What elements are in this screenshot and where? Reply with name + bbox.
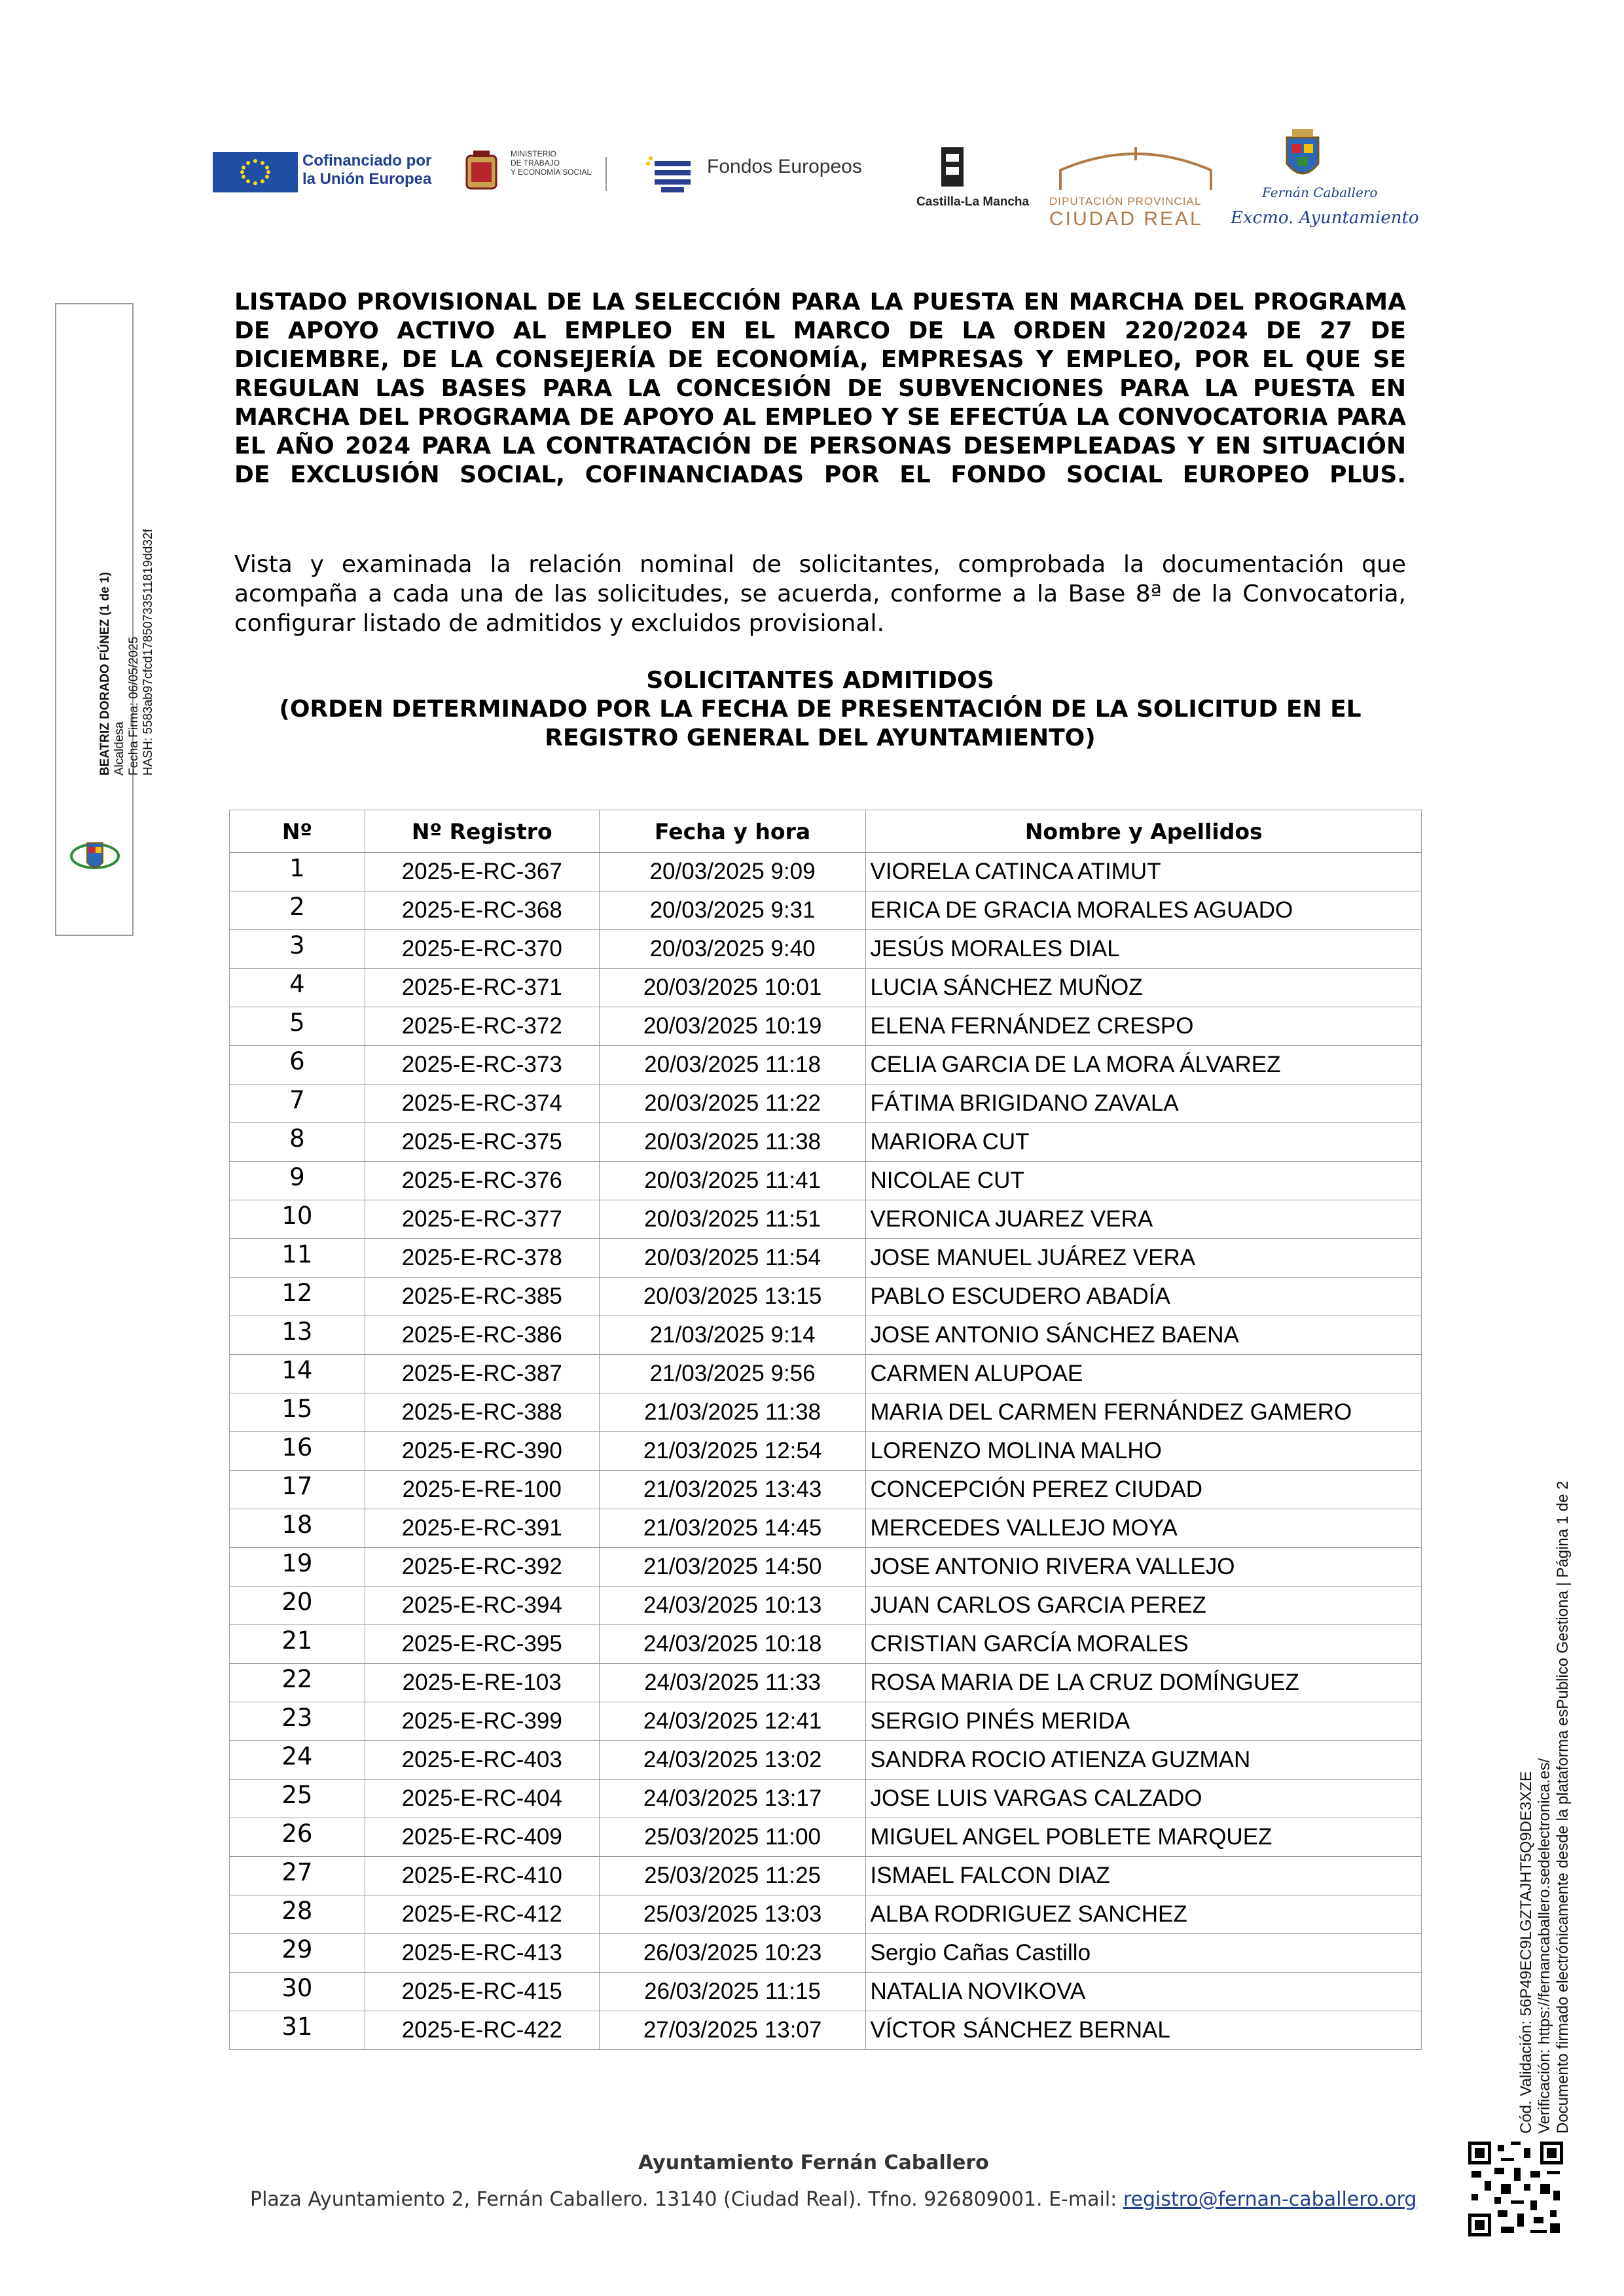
- table-row: [230, 1007, 1422, 1046]
- cell-registro: 2025-E-RC-422: [365, 2011, 599, 2050]
- signature-date: Fecha Firma: 06/05/2025: [127, 636, 141, 776]
- table-row: [230, 1548, 1422, 1587]
- cell-registro: 2025-E-RC-378: [365, 1239, 599, 1278]
- cell-registro: 2025-E-RC-415: [365, 1973, 599, 2011]
- cell-nombre: JOSE ANTONIO SÁNCHEZ BAENA: [866, 1316, 1422, 1355]
- validation-code: Cód. Validación: 56P49EC9LGZTAJHT5Q9DE3XZE: [1517, 1770, 1535, 2134]
- signature-text: [98, 494, 156, 776]
- footer-address-text: Plaza Ayuntamiento 2, Fernán Caballero. 13140 (Ciudad Real). Tfno. 926809001. E-mail:: [250, 2188, 1123, 2211]
- cell-fecha-hora: 21/03/2025 13:43: [599, 1471, 866, 1509]
- table-row: [230, 1355, 1422, 1393]
- cell-registro: 2025-E-RC-413: [365, 1934, 599, 1973]
- ministerio-shield-icon: [463, 149, 499, 194]
- subtitle-line2: (ORDEN DETERMINADO POR LA FECHA DE PRESENTACIÓN DE LA SOLICITUD EN EL REGISTRO GENERAL DEL AYUNTAMIENTO): [279, 696, 1362, 751]
- cell-fecha-hora: 20/03/2025 9:31: [599, 891, 866, 930]
- table-row: [230, 1857, 1422, 1895]
- cell-registro: 2025-E-RC-399: [365, 1702, 599, 1741]
- cell-nombre: JESÚS MORALES DIAL: [866, 930, 1422, 969]
- ministerio-text: [511, 149, 591, 177]
- table-row: [230, 1625, 1422, 1664]
- cell-registro: 2025-E-RC-410: [365, 1857, 599, 1895]
- validation-note: Documento firmado electrónicamente desde la plataforma esPublico Gestiona | Página 1 de 2: [1554, 1480, 1572, 2134]
- cell-registro: 2025-E-RC-388: [365, 1393, 599, 1432]
- document-title: LISTADO PROVISIONAL DE LA SELECCIÓN PARA LA PUESTA EN MARCHA DEL PROGRAMA DE APOYO ACTIVO AL EMPLEO EN EL MARCO DE LA ORDEN 220/2024 DE 27 DE DICIEMBRE, DE LA CONSEJERÍA DE ECONOMÍA, EMPRESAS Y EMPLEO, POR EL QUE SE REGULAN LAS BASES PARA LA CONCESIÓN DE SUBVENCIONES PARA LA PUESTA EN MARCHA DEL PROGRAMA DE APOYO AL EMPLEO Y SE EFECTÚA LA CONVOCATORIA PARA EL AÑO 2024 PARA LA CONTRATACIÓN DE PERSONAS DESEMPLEADAS Y EN SITUACIÓN DE EXCLUSIÓN SOCIAL, COFINANCIADAS POR EL FONDO SOCIAL EUROPEO PLUS.: [234, 289, 1406, 488]
- table-row: [230, 2011, 1422, 2050]
- cell-registro: 2025-E-RC-395: [365, 1625, 599, 1664]
- admitted-applicants-table: [229, 810, 1422, 2050]
- cell-number: 14: [230, 1355, 365, 1393]
- table-row: [230, 1780, 1422, 1818]
- cell-registro: 2025-E-RC-368: [365, 891, 599, 930]
- cell-number: 4: [230, 969, 365, 1007]
- cell-fecha-hora: 21/03/2025 9:14: [599, 1316, 866, 1355]
- cell-nombre: ISMAEL FALCON DIAZ: [866, 1857, 1422, 1895]
- cell-fecha-hora: 20/03/2025 9:40: [599, 930, 866, 969]
- table-row: [230, 1509, 1422, 1548]
- cell-nombre: JOSE MANUEL JUÁREZ VERA: [866, 1239, 1422, 1278]
- cell-fecha-hora: 24/03/2025 11:33: [599, 1664, 866, 1702]
- ministerio-line1: MINISTERIO: [511, 149, 557, 158]
- fondos-europeos-icon: [641, 156, 700, 195]
- cell-number: 19: [230, 1548, 365, 1587]
- cell-nombre: MIGUEL ANGEL POBLETE MARQUEZ: [866, 1818, 1422, 1857]
- table-row: [230, 1818, 1422, 1857]
- eu-flag-logo: [213, 152, 298, 192]
- cell-number: 6: [230, 1046, 365, 1085]
- cell-number: 24: [230, 1741, 365, 1780]
- cell-nombre: CARMEN ALUPOAE: [866, 1355, 1422, 1393]
- intro-paragraph: Vista y examinada la relación nominal de solicitantes, comprobada la documentación que acompaña a cada una de las solicitudes, se acuerda, conforme a la Base 8ª de la Convocatoria, configurar listado de admitidos y excluidos provisional.: [234, 551, 1406, 637]
- cell-registro: 2025-E-RC-375: [365, 1123, 599, 1162]
- cell-registro: 2025-E-RC-409: [365, 1818, 599, 1857]
- table-header-row: [230, 810, 1422, 853]
- cell-fecha-hora: 21/03/2025 11:38: [599, 1393, 866, 1432]
- cell-fecha-hora: 27/03/2025 13:07: [599, 2011, 866, 2050]
- cell-number: 3: [230, 930, 365, 969]
- cell-registro: 2025-E-RC-376: [365, 1162, 599, 1200]
- cell-fecha-hora: 24/03/2025 13:17: [599, 1780, 866, 1818]
- cell-registro: 2025-E-RC-377: [365, 1200, 599, 1239]
- cell-number: 16: [230, 1432, 365, 1471]
- table-row: [230, 891, 1422, 930]
- cell-registro: 2025-E-RC-370: [365, 930, 599, 969]
- table-row: [230, 853, 1422, 891]
- cell-registro: 2025-E-RC-374: [365, 1085, 599, 1123]
- signature-name: BEATRIZ DORADO FÚNEZ (1 de 1): [98, 571, 112, 776]
- cell-fecha-hora: 20/03/2025 11:41: [599, 1162, 866, 1200]
- cell-number: 7: [230, 1085, 365, 1123]
- table-row: [230, 1393, 1422, 1432]
- cell-nombre: MERCEDES VALLEJO MOYA: [866, 1509, 1422, 1548]
- table-row: [230, 969, 1422, 1007]
- table-row: [230, 1316, 1422, 1355]
- cell-nombre: PABLO ESCUDERO ABADÍA: [866, 1278, 1422, 1316]
- footer-title: Ayuntamiento Fernán Caballero: [638, 2151, 989, 2174]
- cell-number: 17: [230, 1471, 365, 1509]
- table-row: [230, 1895, 1422, 1934]
- cell-nombre: ERICA DE GRACIA MORALES AGUADO: [866, 891, 1422, 930]
- cell-fecha-hora: 24/03/2025 10:13: [599, 1587, 866, 1625]
- eu-cofinanciado-text: [302, 152, 431, 188]
- table-row: [230, 1200, 1422, 1239]
- diputacion-text-line2: CIUDAD REAL: [1049, 208, 1203, 230]
- cell-fecha-hora: 25/03/2025 11:25: [599, 1857, 866, 1895]
- ayuntamiento-name-text: Fernán Caballero: [1262, 185, 1378, 200]
- signature-role: Alcaldesa: [113, 721, 126, 776]
- header-registro: Nº Registro: [365, 810, 599, 853]
- ayuntamiento-shield-icon: [1283, 128, 1322, 183]
- cell-fecha-hora: 20/03/2025 10:19: [599, 1007, 866, 1046]
- table-row: [230, 1973, 1422, 2011]
- cell-fecha-hora: 20/03/2025 9:09: [599, 853, 866, 891]
- table-row: [230, 1085, 1422, 1123]
- cell-number: 21: [230, 1625, 365, 1664]
- cell-nombre: CELIA GARCIA DE LA MORA ÁLVAREZ: [866, 1046, 1422, 1085]
- cell-fecha-hora: 24/03/2025 10:18: [599, 1625, 866, 1664]
- cell-number: 15: [230, 1393, 365, 1432]
- validation-url[interactable]: Verificación: https://fernancaballero.sedelectronica.es/: [1536, 1758, 1553, 2134]
- table-row: [230, 1239, 1422, 1278]
- table-row: [230, 1162, 1422, 1200]
- cell-nombre: ELENA FERNÁNDEZ CRESPO: [866, 1007, 1422, 1046]
- cell-number: 28: [230, 1895, 365, 1934]
- cell-fecha-hora: 26/03/2025 11:15: [599, 1973, 866, 2011]
- table-row: [230, 1934, 1422, 1973]
- cell-nombre: FÁTIMA BRIGIDANO ZAVALA: [866, 1085, 1422, 1123]
- cell-registro: 2025-E-RC-373: [365, 1046, 599, 1085]
- cell-nombre: JOSE ANTONIO RIVERA VALLEJO: [866, 1548, 1422, 1587]
- castilla-la-mancha-text: Castilla-La Mancha: [916, 195, 1030, 209]
- header-number: Nº: [230, 810, 365, 853]
- cell-registro: 2025-E-RC-367: [365, 853, 599, 891]
- cell-nombre: Sergio Cañas Castillo: [866, 1934, 1422, 1973]
- cell-number: 29: [230, 1934, 365, 1973]
- cell-number: 30: [230, 1973, 365, 2011]
- cell-number: 5: [230, 1007, 365, 1046]
- cell-number: 22: [230, 1664, 365, 1702]
- header-fecha-hora: Fecha y hora: [599, 810, 866, 853]
- cell-fecha-hora: 20/03/2025 11:51: [599, 1200, 866, 1239]
- table-row: [230, 1432, 1422, 1471]
- cell-nombre: NATALIA NOVIKOVA: [866, 1973, 1422, 2011]
- cell-fecha-hora: 20/03/2025 13:15: [599, 1278, 866, 1316]
- footer-address: [250, 2188, 1416, 2211]
- cell-registro: 2025-E-RC-412: [365, 1895, 599, 1934]
- cell-number: 25: [230, 1780, 365, 1818]
- header-nombre: Nombre y Apellidos: [866, 810, 1422, 853]
- fondos-europeos-text: Fondos Europeos: [707, 156, 862, 177]
- table-row: [230, 1702, 1422, 1741]
- cell-nombre: LUCIA SÁNCHEZ MUÑOZ: [866, 969, 1422, 1007]
- logo-divider: [605, 157, 607, 191]
- cell-nombre: CRISTIAN GARCÍA MORALES: [866, 1625, 1422, 1664]
- cell-registro: 2025-E-RC-390: [365, 1432, 599, 1471]
- table-row: [230, 1741, 1422, 1780]
- cell-fecha-hora: 20/03/2025 11:38: [599, 1123, 866, 1162]
- eu-text-line2: la Unión Europea: [302, 170, 432, 188]
- diputacion-text-line1: DIPUTACIÓN PROVINCIAL: [1049, 195, 1202, 207]
- cell-number: 10: [230, 1200, 365, 1239]
- cell-fecha-hora: 26/03/2025 10:23: [599, 1934, 866, 1973]
- cell-nombre: VIORELA CATINCA ATIMUT: [866, 853, 1422, 891]
- cell-registro: 2025-E-RC-392: [365, 1548, 599, 1587]
- cell-number: 20: [230, 1587, 365, 1625]
- cell-nombre: JOSE LUIS VARGAS CALZADO: [866, 1780, 1422, 1818]
- cell-number: 23: [230, 1702, 365, 1741]
- cell-fecha-hora: 24/03/2025 12:41: [599, 1702, 866, 1741]
- cell-nombre: VÍCTOR SÁNCHEZ BERNAL: [866, 2011, 1422, 2050]
- table-row: [230, 1471, 1422, 1509]
- table-row: [230, 1046, 1422, 1085]
- qr-code-icon: [1468, 2142, 1563, 2236]
- signature-hash: HASH: 5583ab97cfcd17850733511819dd32f: [141, 529, 155, 776]
- cell-registro: 2025-E-RE-103: [365, 1664, 599, 1702]
- cell-nombre: MARIORA CUT: [866, 1123, 1422, 1162]
- cell-number: 18: [230, 1509, 365, 1548]
- table-row: [230, 1664, 1422, 1702]
- table-row: [230, 1278, 1422, 1316]
- cell-number: 11: [230, 1239, 365, 1278]
- cell-registro: 2025-E-RC-371: [365, 969, 599, 1007]
- cell-nombre: ROSA MARIA DE LA CRUZ DOMÍNGUEZ: [866, 1664, 1422, 1702]
- cell-nombre: SERGIO PINÉS MERIDA: [866, 1702, 1422, 1741]
- cell-nombre: CONCEPCIÓN PEREZ CIUDAD: [866, 1471, 1422, 1509]
- cell-number: 1: [230, 853, 365, 891]
- cell-fecha-hora: 20/03/2025 11:22: [599, 1085, 866, 1123]
- ministerio-line2: DE TRABAJO: [511, 158, 560, 168]
- cell-number: 27: [230, 1857, 365, 1895]
- cell-registro: 2025-E-RC-386: [365, 1316, 599, 1355]
- cell-registro: 2025-E-RC-394: [365, 1587, 599, 1625]
- cell-registro: 2025-E-RC-403: [365, 1741, 599, 1780]
- cell-number: 31: [230, 2011, 365, 2050]
- cell-number: 26: [230, 1818, 365, 1857]
- cell-nombre: VERONICA JUAREZ VERA: [866, 1200, 1422, 1239]
- cell-registro: 2025-E-RC-385: [365, 1278, 599, 1316]
- table-row: [230, 1587, 1422, 1625]
- signature-shield-icon: [65, 831, 124, 877]
- cell-registro: 2025-E-RC-387: [365, 1355, 599, 1393]
- table-row: [230, 930, 1422, 969]
- cell-fecha-hora: 24/03/2025 13:02: [599, 1741, 866, 1780]
- cell-fecha-hora: 25/03/2025 11:00: [599, 1818, 866, 1857]
- cell-registro: 2025-E-RC-404: [365, 1780, 599, 1818]
- cell-registro: 2025-E-RC-391: [365, 1509, 599, 1548]
- table-row: [230, 1123, 1422, 1162]
- cell-number: 2: [230, 891, 365, 930]
- footer-email-link[interactable]: registro@fernan-caballero.org: [1123, 2188, 1417, 2211]
- cell-nombre: NICOLAE CUT: [866, 1162, 1422, 1200]
- eu-text-line1: Cofinanciado por: [302, 152, 432, 170]
- cell-fecha-hora: 25/03/2025 13:03: [599, 1895, 866, 1934]
- cell-nombre: JUAN CARLOS GARCIA PEREZ: [866, 1587, 1422, 1625]
- cell-nombre: SANDRA ROCIO ATIENZA GUZMAN: [866, 1741, 1422, 1780]
- cell-fecha-hora: 20/03/2025 10:01: [599, 969, 866, 1007]
- validation-text: [1517, 1414, 1572, 2134]
- ministerio-line3: Y ECONOMÍA SOCIAL: [511, 168, 592, 177]
- cell-number: 8: [230, 1123, 365, 1162]
- cell-fecha-hora: 20/03/2025 11:18: [599, 1046, 866, 1085]
- cell-nombre: LORENZO MOLINA MALHO: [866, 1432, 1422, 1471]
- subtitle-line1: SOLICITANTES ADMITIDOS: [646, 667, 994, 694]
- cell-number: 12: [230, 1278, 365, 1316]
- section-subtitle: [234, 666, 1406, 753]
- ayuntamiento-excmo-text: Excmo. Ayuntamiento: [1231, 208, 1419, 228]
- cell-fecha-hora: 20/03/2025 11:54: [599, 1239, 866, 1278]
- cell-fecha-hora: 21/03/2025 9:56: [599, 1355, 866, 1393]
- diputacion-arch-icon: [1054, 144, 1218, 190]
- cell-registro: 2025-E-RC-372: [365, 1007, 599, 1046]
- cell-fecha-hora: 21/03/2025 14:50: [599, 1548, 866, 1587]
- cell-number: 13: [230, 1316, 365, 1355]
- cell-fecha-hora: 21/03/2025 12:54: [599, 1432, 866, 1471]
- cell-nombre: MARIA DEL CARMEN FERNÁNDEZ GAMERO: [866, 1393, 1422, 1432]
- cell-registro: 2025-E-RE-100: [365, 1471, 599, 1509]
- cell-number: 9: [230, 1162, 365, 1200]
- cell-fecha-hora: 21/03/2025 14:45: [599, 1509, 866, 1548]
- cell-nombre: ALBA RODRIGUEZ SANCHEZ: [866, 1895, 1422, 1934]
